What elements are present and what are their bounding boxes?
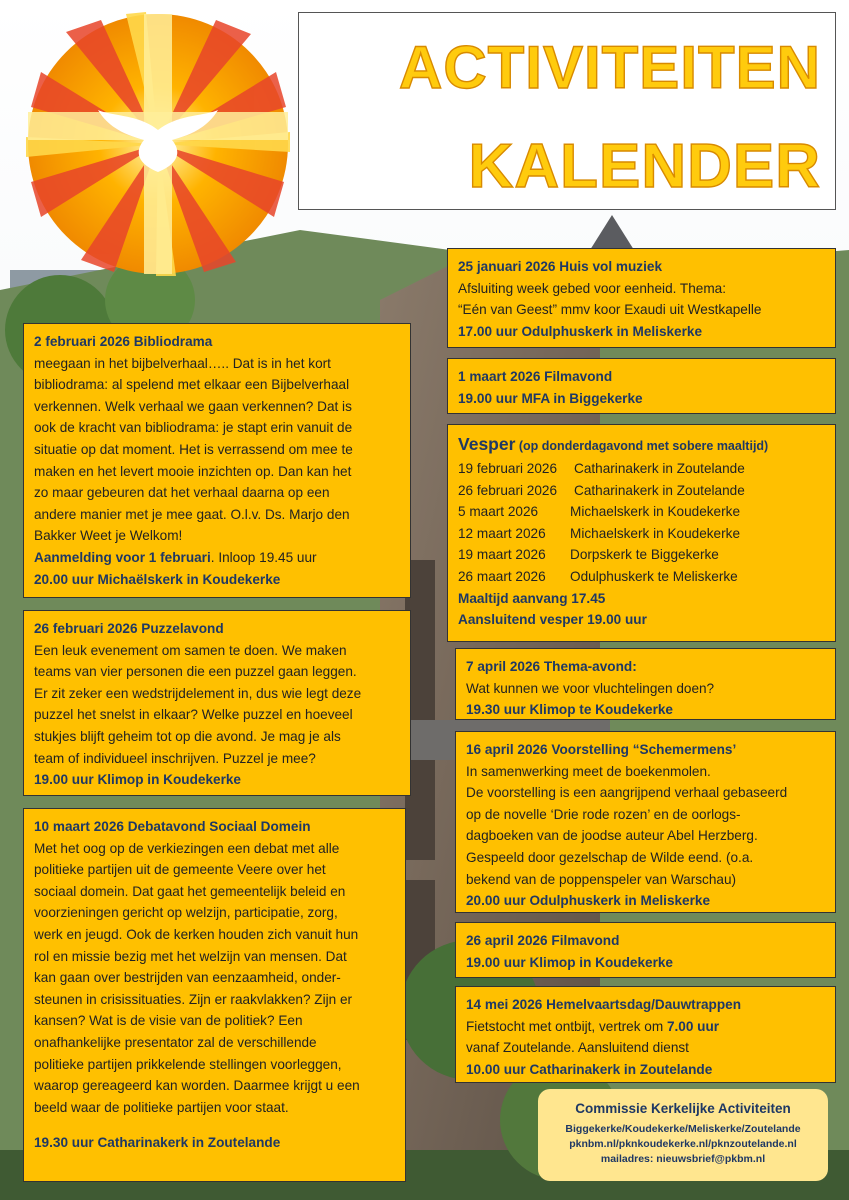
- event-text-line: stukjes blijft geheim tot op die avond. Je mag je als: [34, 728, 341, 744]
- committee-websites: pknbm.nl/pknkoudekerke.nl/pknzoutelande.nl: [569, 1138, 797, 1150]
- vesper-date: 19 februari 2026: [458, 461, 558, 476]
- event-heading: 26 februari 2026 Puzzelavond: [34, 621, 224, 636]
- event-text-line: Gespeeld door gezelschap de Wilde eend. (o.a.: [466, 849, 754, 865]
- committee-title: Commissie Kerkelijke Activiteiten: [575, 1101, 791, 1116]
- event-text-line: Wat kunnen we voor vluchtelingen doen?: [466, 680, 715, 696]
- event-time-location: 19.30 uur Klimop te Koudekerke: [466, 702, 673, 718]
- event-text-line: kansen? Wat is de visie van de politiek? Een: [34, 1013, 303, 1029]
- event-time-location: 19.00 uur Klimop in Koudekerke: [466, 954, 673, 970]
- event-text-line: waarop gereageerd kan worden. Daarmee krijgt u een: [34, 1078, 360, 1094]
- event-text-line: op de novelle ‘Drie rode rozen’ en de oorlogs-: [466, 806, 741, 822]
- event-text-line: politieke partijen uit de gemeente Veere over het: [34, 862, 326, 878]
- event-time-location: 10.00 uur Catharinakerk in Zoutelande: [466, 1061, 713, 1077]
- event-text-line: Er zit zeker een wedstrijdelement in, dus wie legt deze: [34, 685, 362, 701]
- event-text-line: verkennen. Welk verhaal we gaan verkennen? Dat is: [34, 398, 352, 414]
- event-time-location: 20.00 uur Michaëlskerk in Koudekerke: [34, 571, 281, 587]
- event-hemelvaart: [455, 986, 836, 1083]
- vesper-row: [458, 544, 825, 566]
- event-voorstelling: [455, 731, 836, 913]
- event-heading: 16 april 2026 Voorstelling “Schemermens’: [466, 742, 737, 757]
- title-line-2: KALENDER: [468, 132, 821, 201]
- event-text-line: maken en het levert mooie inzichten op. Dan kan het: [34, 463, 352, 479]
- event-puzzelavond: [23, 610, 411, 796]
- event-text-line: De voorstelling is een aangrijpend verhaal gebaseerd: [466, 785, 788, 801]
- event-heading: 26 april 2026 Filmavond: [466, 933, 620, 948]
- event-text-line: team of individueel inschrijven. Puzzel je mee?: [34, 750, 316, 766]
- event-thema-avond: [455, 648, 836, 720]
- event-text-line: steunen in crisissituaties. Zijn er raakvlakken? Zijn er: [34, 991, 353, 1007]
- vesper-date: 5 maart 2026: [458, 504, 539, 520]
- event-time-location: 19.00 uur MFA in Biggekerke: [458, 390, 643, 406]
- event-text-line: politieke partijen prikkelende stellingen voorleggen,: [34, 1056, 342, 1072]
- event-text-line: kan gaan over bestrijden van eenzaamheid, onder-: [34, 970, 341, 986]
- event-time-location: 19.00 uur Klimop in Koudekerke: [34, 772, 241, 788]
- event-text-line: Met het oog op de verkiezingen een debat met alle: [34, 840, 340, 856]
- vesper-row: [458, 458, 825, 480]
- event-bibliodrama: [23, 323, 411, 598]
- event-huis-vol-muziek: [447, 248, 836, 348]
- event-heading: Vesper: [458, 434, 516, 454]
- vesper-place: Odulphuskerk te Meliskerke: [570, 568, 738, 584]
- event-text-line: andere manier met je mee gaat. O.l.v. Ds. Marjo den: [34, 506, 350, 522]
- vesper-row: [458, 566, 825, 588]
- dove-cross-logo: [26, 12, 290, 276]
- event-time-location: 17.00 uur Odulphuskerk in Meliskerke: [458, 323, 703, 339]
- event-text-line: Bakker Weet je Welkom!: [34, 528, 183, 544]
- event-text-line: voorzieningen gericht op welzijn, participatie, zorg,: [34, 905, 338, 921]
- vesper-place: Michaelskerk in Koudekerke: [570, 504, 741, 520]
- vesper-date: 26 februari 2026: [458, 482, 558, 498]
- vesper-row: [458, 480, 825, 502]
- event-heading: 7 april 2026 Thema-avond:: [466, 659, 637, 674]
- event-text-line: sociaal domein. Dat gaat het gemeentelijk beleid en: [34, 883, 346, 899]
- committee-email: mailadres: nieuwsbrief@pkbm.nl: [600, 1153, 766, 1165]
- event-text-line: ook de kracht van bibliodrama: je stapt erin vanuit de: [34, 420, 353, 436]
- event-text-line: bibliodrama: al spelend met elkaar een Bijbelverhaal: [34, 377, 350, 393]
- event-text-line: teams van vier personen die een puzzel gaan leggen.: [34, 664, 357, 680]
- event-text-pre: Fietstocht met ontbijt, vertrek om: [466, 1018, 667, 1034]
- vesper-place: Catharinakerk in Zoutelande: [574, 482, 745, 498]
- event-time-location: Aansluitend vesper 19.00 uur: [458, 612, 647, 628]
- event-text-line: “Eén van Geest” mmv koor Exaudi uit Westkapelle: [458, 302, 762, 318]
- event-vesper: [447, 424, 836, 642]
- event-text-line: beeld waar de politieke partijen voor staat.: [34, 1099, 289, 1115]
- event-text-line: [466, 1016, 825, 1038]
- event-text-line: Een leuk evenement om samen te doen. We maken: [34, 642, 347, 658]
- event-text-line: onafhankelijke presentator zal de verschillende: [34, 1034, 317, 1050]
- event-text-line: bekend van de poppenspeler van Warschau): [466, 871, 737, 887]
- event-heading: 14 mei 2026 Hemelvaartsdag/Dauwtrappen: [466, 997, 742, 1012]
- event-text-line: werk en jeugd. Ook de kerken houden zich vanuit hun: [34, 926, 359, 942]
- event-text-line: puzzel het snelst in elkaar? Welke puzzel en hoeveel: [34, 707, 353, 723]
- event-text-line: rol en missie bezig met het welzijn van mensen. Dat: [34, 948, 347, 964]
- event-text-line: zo maar gebeuren dat het verhaal daarna op een: [34, 485, 330, 501]
- event-debatavond: [23, 808, 406, 1182]
- event-text-line: meegaan in het bijbelverhaal….. Dat is in het kort: [34, 355, 331, 371]
- vesper-date: 19 maart 2026: [458, 547, 546, 563]
- committee-villages: Biggekerke/Koudekerke/Meliskerke/Zoutelande: [565, 1123, 801, 1135]
- committee-footer: [538, 1089, 828, 1181]
- registration-deadline: Aanmelding voor 1 februari: [34, 549, 211, 565]
- vesper-meal-time: Maaltijd aanvang 17.45: [458, 590, 606, 606]
- vesper-subtitle: (op donderdagavond met sobere maaltijd): [515, 439, 769, 453]
- event-text-line: Afsluiting week gebed voor eenheid. Thema:: [458, 280, 727, 296]
- event-heading: 25 januari 2026 Huis vol muziek: [458, 259, 662, 274]
- event-heading: 10 maart 2026 Debatavond Sociaal Domein: [34, 819, 311, 834]
- event-text-line: dagboeken van de joodse auteur Abel Herzberg.: [466, 828, 758, 844]
- title-box: [298, 12, 836, 210]
- title-line-1: ACTIVITEITEN: [398, 34, 821, 101]
- vesper-date: 12 maart 2026: [458, 525, 546, 541]
- vesper-row: [458, 523, 825, 545]
- event-text-line: In samenwerking meet de boekenmolen.: [466, 763, 711, 779]
- event-time-location: 19.30 uur Catharinakerk in Zoutelande: [34, 1135, 281, 1151]
- registration-line: [34, 547, 400, 569]
- event-filmavond-april: [455, 922, 836, 978]
- event-filmavond-maart: [447, 358, 836, 414]
- vesper-heading-line: [458, 432, 825, 458]
- event-time-location: 20.00 uur Odulphuskerk in Meliskerke: [466, 893, 711, 909]
- vesper-date: 26 maart 2026: [458, 568, 546, 584]
- vesper-place: Dorpskerk te Biggekerke: [570, 547, 719, 563]
- registration-rest: . Inloop 19.45 uur: [210, 549, 317, 565]
- event-heading: 1 maart 2026 Filmavond: [458, 369, 613, 384]
- vesper-place: Michaelskerk in Koudekerke: [570, 525, 741, 541]
- event-departure-time: 7.00 uur: [666, 1018, 720, 1034]
- event-text-line: situatie op dat moment. Het is verrassend om mee te: [34, 441, 353, 457]
- vesper-row: [458, 501, 825, 523]
- vesper-place: Catharinakerk in Zoutelande: [574, 461, 745, 476]
- event-text-line: vanaf Zoutelande. Aansluitend dienst: [466, 1040, 689, 1056]
- event-heading: 2 februari 2026 Bibliodrama: [34, 334, 213, 349]
